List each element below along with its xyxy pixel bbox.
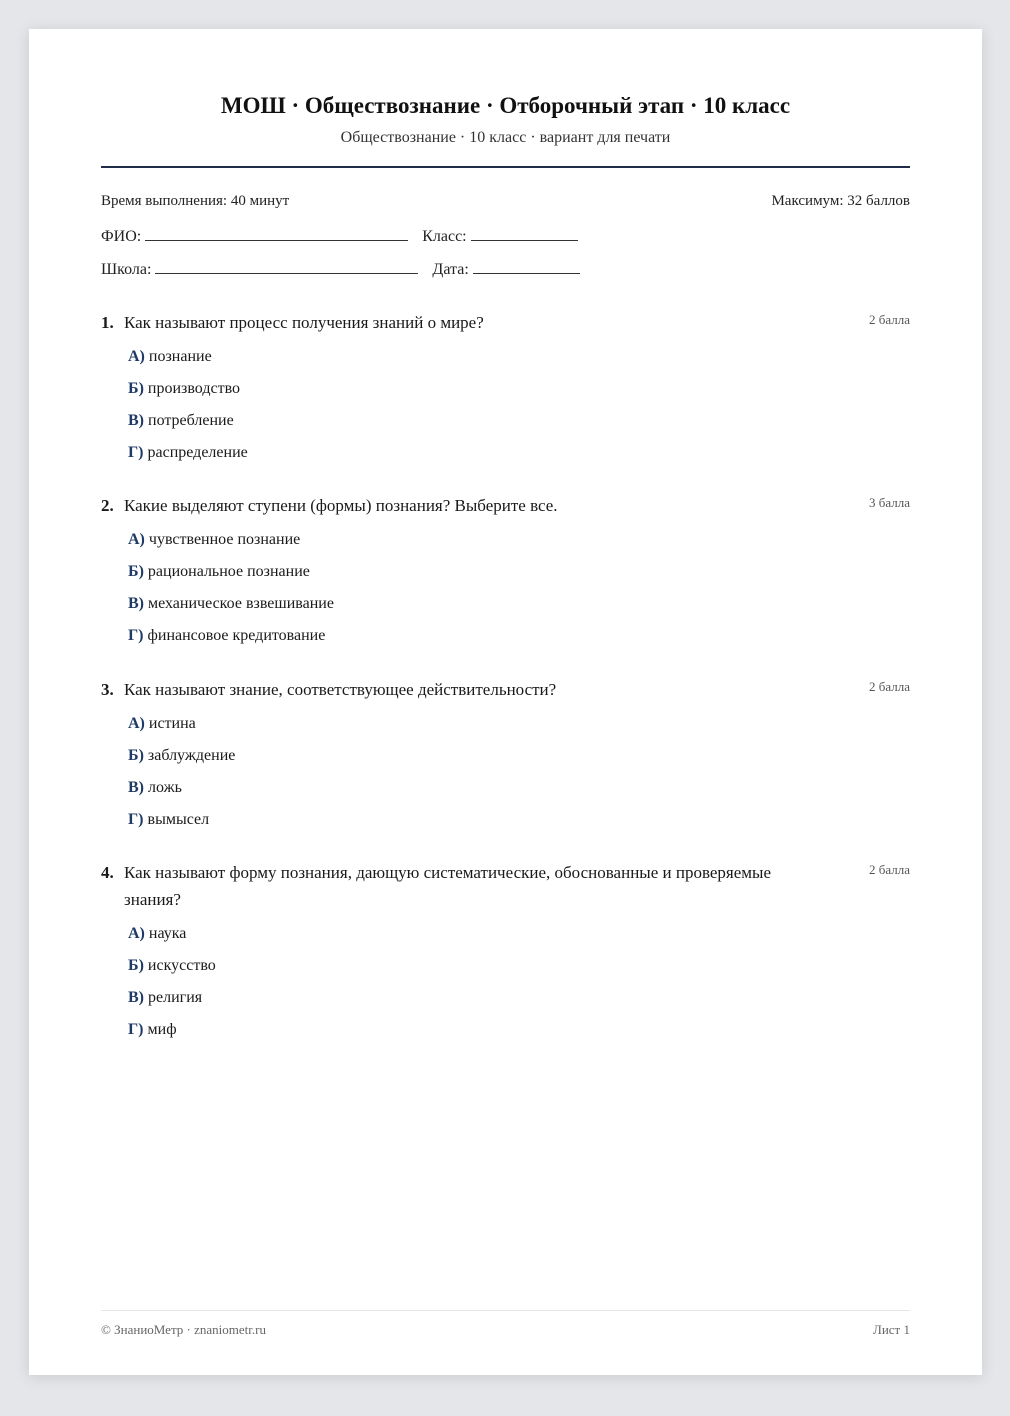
name-field-line [145, 226, 408, 241]
option-letter: В) [128, 595, 144, 612]
question-text: Как называют знание, соответствующее действительности? [124, 680, 557, 699]
option-text: наука [148, 925, 187, 942]
option-letter: В) [128, 989, 144, 1006]
option-text: распределение [147, 444, 248, 461]
option-letter: А) [128, 348, 145, 365]
question-header [101, 309, 910, 336]
option-letter: Г) [128, 444, 144, 461]
question-number: 3. [101, 680, 114, 699]
option-text: механическое взвешивание [148, 595, 334, 612]
footer-copyright: © ЗнаниоМетр · znaniometr.ru [101, 1322, 266, 1337]
time-limit: Время выполнения: 40 минут [101, 193, 290, 209]
answer-option [101, 808, 910, 840]
option-text: потребление [148, 412, 234, 429]
footer-sheet-number: Лист 1 [873, 1322, 910, 1337]
answer-option [101, 954, 910, 986]
answer-option [101, 712, 910, 744]
question-text: Как называют форму познания, дающую систематические, обоснованные и проверяемые знания? [124, 863, 772, 909]
answer-option [101, 377, 910, 409]
option-letter: Б) [128, 380, 144, 397]
question-points: 3 балла [869, 495, 910, 510]
option-text: религия [148, 989, 203, 1006]
worksheet-page [29, 29, 982, 1375]
question-header [101, 676, 910, 703]
school-label: Школа: [101, 261, 152, 278]
answer-option [101, 441, 910, 473]
question-header [101, 859, 910, 913]
class-field-line [471, 226, 578, 241]
question-number: 4. [101, 863, 114, 882]
option-text: познание [148, 348, 212, 365]
answer-option [101, 1018, 910, 1050]
school-field-line [155, 259, 418, 274]
answer-option [101, 922, 910, 954]
option-text: заблуждение [147, 747, 236, 764]
question-text: Как называют процесс получения знаний о мире? [124, 313, 484, 332]
answer-option [101, 744, 910, 776]
answer-option [101, 528, 910, 560]
class-label: Класс: [422, 228, 467, 245]
question-points: 2 балла [869, 679, 910, 694]
question-4 [101, 859, 910, 1050]
option-text: вымысел [147, 811, 210, 828]
option-text: рациональное познание [147, 563, 310, 580]
option-letter: А) [128, 925, 145, 942]
option-text: производство [147, 380, 241, 397]
answer-option [101, 776, 910, 808]
option-text: ложь [148, 779, 182, 796]
option-letter: Г) [128, 1021, 144, 1038]
option-text: чувственное познание [148, 531, 301, 548]
option-letter: Б) [128, 747, 144, 764]
option-letter: Б) [128, 957, 144, 974]
question-points: 2 балла [869, 312, 910, 327]
question-points: 2 балла [869, 862, 910, 877]
question-header [101, 492, 910, 519]
option-letter: Г) [128, 811, 144, 828]
option-letter: В) [128, 412, 144, 429]
question-number: 2. [101, 496, 114, 515]
answer-option [101, 624, 910, 656]
option-letter: А) [128, 715, 145, 732]
date-field-line [473, 259, 580, 274]
answer-option [101, 345, 910, 377]
option-text: истина [148, 715, 196, 732]
option-text: искусство [147, 957, 216, 974]
question-number: 1. [101, 313, 114, 332]
question-3 [101, 676, 910, 840]
answer-option [101, 409, 910, 441]
date-label: Дата: [432, 261, 469, 278]
option-letter: Б) [128, 563, 144, 580]
answer-option [101, 986, 910, 1018]
question-text: Какие выделяют ступени (формы) познания? Выберите все. [124, 496, 558, 515]
name-label: ФИО: [101, 228, 142, 245]
option-letter: А) [128, 531, 145, 548]
header-divider [101, 166, 910, 168]
page-subtitle: Обществознание · 10 класс · вариант для печати [340, 129, 671, 146]
page-title: МОШ · Обществознание · Отборочный этап · 10 класс [220, 93, 791, 118]
answer-option [101, 592, 910, 624]
footer-divider [101, 1310, 910, 1311]
option-text: миф [147, 1021, 177, 1038]
answer-options [101, 528, 910, 656]
answer-options [101, 712, 910, 840]
question-2 [101, 492, 910, 656]
option-letter: Г) [128, 627, 144, 644]
option-letter: В) [128, 779, 144, 796]
name-class-row [101, 226, 578, 246]
answer-options [101, 345, 910, 473]
school-date-row [101, 259, 580, 279]
answer-option [101, 560, 910, 592]
answer-options [101, 922, 910, 1050]
question-1 [101, 309, 910, 473]
max-score: Максимум: 32 баллов [771, 193, 910, 209]
option-text: финансовое кредитование [147, 627, 326, 644]
